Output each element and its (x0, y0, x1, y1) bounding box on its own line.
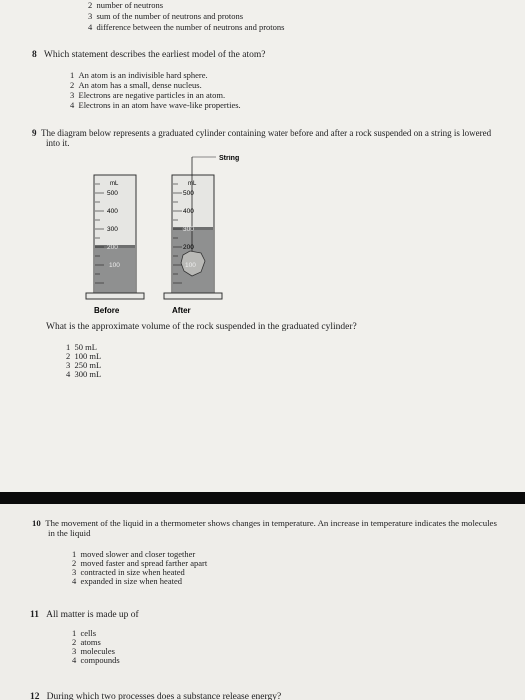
scale-label: 100 (109, 262, 120, 269)
answer-choice: 4 Electrons in an atom have wave-like properties. (70, 100, 241, 110)
question-8-stem: 8 Which statement describes the earliest model of the atom? (32, 50, 266, 60)
question-9-stem-cont: into it. (46, 138, 70, 148)
answer-choice: 4 300 mL (66, 369, 102, 379)
cylinder-before-unit: mL (110, 181, 119, 187)
scale-label: 200 (107, 244, 118, 251)
list-item: 4 difference between the number of neutrons and protons (88, 22, 285, 32)
answer-choice: 1 moved slower and closer together (72, 549, 196, 559)
answer-choice: 2 An atom has a small, dense nucleus. (70, 80, 202, 90)
list-item: 3 sum of the number of neutrons and protons (88, 11, 244, 21)
question-9-stem: 9 The diagram below represents a graduated cylinder containing water before and after a rock suspended on a string is lowered (32, 128, 492, 138)
question-9-prompt: What is the approximate volume of the rock suspended in the graduated cylinder? (46, 322, 357, 332)
worksheet-page-bottom (0, 504, 525, 700)
list-item: 2 number of neutrons (88, 0, 164, 10)
scale-label: 100 (185, 262, 196, 269)
scale-label: 400 (107, 208, 118, 215)
answer-choice: 3 250 mL (66, 360, 102, 370)
after-label: After (172, 306, 191, 315)
answer-choice: 3 Electrons are negative particles in an atom. (70, 90, 226, 100)
scale-label: 500 (183, 190, 194, 197)
answer-choice: 1 50 mL (66, 342, 97, 352)
scale-label: 200 (183, 244, 194, 251)
answer-choice: 4 compounds (72, 655, 120, 665)
answer-choice: 2 100 mL (66, 351, 102, 361)
scale-label: 400 (183, 208, 194, 215)
graduated-cylinder-diagram (80, 155, 250, 320)
question-11-stem: 11 All matter is made up of (30, 610, 139, 620)
answer-choice: 2 atoms (72, 637, 101, 647)
question-10-stem-cont: in the liquid (48, 528, 91, 538)
scale-label: 500 (107, 190, 118, 197)
page-gap (0, 492, 525, 504)
answer-choice: 1 An atom is an indivisible hard sphere. (70, 70, 208, 80)
string-label: String (219, 155, 240, 162)
answer-choice: 3 molecules (72, 646, 115, 656)
scale-label: 300 (183, 226, 194, 233)
before-label: Before (94, 306, 120, 315)
question-10-stem: 10 The movement of the liquid in a thermometer shows changes in temperature. An increase in temperature indicates the molecules (32, 518, 497, 528)
answer-choice: 4 expanded in size when heated (72, 576, 182, 586)
answer-choice: 3 contracted in size when heated (72, 567, 185, 577)
cylinder-after-unit: mL (188, 181, 197, 187)
scale-label: 300 (107, 226, 118, 233)
answer-choice: 1 cells (72, 628, 97, 638)
answer-choice: 2 moved faster and spread farther apart (72, 558, 208, 568)
question-12-stem: 12 During which two processes does a substance release energy? (30, 692, 282, 700)
